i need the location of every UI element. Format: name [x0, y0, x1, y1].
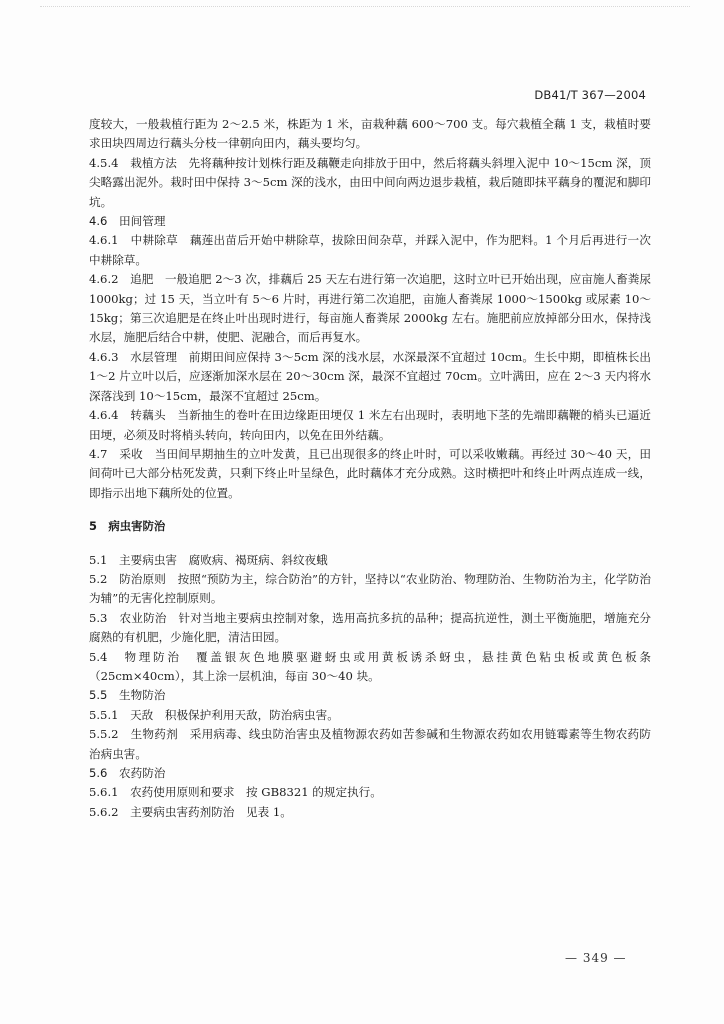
paragraph-5-1: 5.1 主要病虫害 腐败病、褐斑病、斜纹夜蛾: [89, 552, 328, 567]
paragraph-5-3: 5.3 农业防治 针对当地主要病虫控制对象，选用高抗多抗的品种；提高抗逆性，测土平衡施肥，增施充分腐熟的有机肥，少施化肥，清洁田园。: [89, 610, 651, 645]
section-heading-5: 5 病虫害防治: [89, 519, 166, 534]
document-code: DB41/T 367—2004: [534, 88, 646, 102]
paragraph-continuation: 度较大，一般栽植行距为 2～2.5 米，株距为 1 米，亩栽种藕 600～700 支。每穴栽植全藕 1 支，栽植时要求田块四周边行藕头分枝一律朝向田内，藕头要均匀。: [89, 117, 651, 151]
paragraph-5-5-2: 5.5.2 生物药剂 采用病毒、线虫防治害虫及植物源农药如苦参碱和生物源农药如农用链霉素等生物农药防治病虫害。: [89, 727, 651, 761]
page-number: — 349 —: [565, 951, 627, 965]
paragraph-4-6-4: 4.6.4 转藕头 当新抽生的卷叶在田边缘距田埂仅 1 米左右出现时，表明地下茎的先端即藕鞭的梢头已逼近田埂，必须及时将梢头转向，转向田内，以免在田外结藕。: [89, 408, 651, 442]
paragraph-5-2: 5.2 防治原则 按照“预防为主，综合防治”的方针，坚持以“农业防治、物理防治、生物防治为主，化学防治为辅”的无害化控制原则。: [89, 571, 651, 606]
heading-4-6: 4.6 田间管理: [89, 214, 166, 229]
paragraph-5-6-1: 5.6.1 农药使用原则和要求 按 GB8321 的规定执行。: [89, 785, 382, 800]
paragraph-4-6-3: 4.6.3 水层管理 前期田间应保持 3～5cm 深的浅水层，水深最深不宜超过 10cm。生长中期，即植株长出 1～2 片立叶以后，应逐渐加深水层在 20～30cm 深，最深不宜超过 70cm。立叶满田，应在 2～3 天内将水深落浅到 10～15cm，最深不宜超过 25cm。: [89, 349, 651, 403]
paragraph-4-5-4: 4.5.4 栽植方法 先将藕种按计划株行距及藕鞭走向排放于田中，然后将藕头斜埋入泥中 10～15cm 深，顶尖略露出泥外。栽时田中保持 3～5cm 深的浅水，由田中间向两边退步栽植，栽后随即抹平藕身的覆泥和脚印坑。: [89, 155, 651, 209]
heading-5-6: 5.6 农药防治: [89, 766, 166, 780]
paragraph-4-6-1: 4.6.1 中耕除草 藕莲出苗后开始中耕除草，拔除田间杂草，并踩入泥中，作为肥料。1 个月后再进行一次中耕除草。: [89, 233, 651, 267]
paragraph-4-6-2: 4.6.2 追肥 一般追肥 2～3 次，排藕后 25 天左右进行第一次追肥，这时立叶已开始出现，应亩施人畜粪尿 1000kg；过 15 天，当立叶有 5～6 片时，再进行第二次追肥，亩施人畜粪尿 1000～1500kg 或尿素 10～15kg；第三次追肥是在终止叶出现时进行，每亩施人畜粪尿 2000kg 左右。施肥前应放掉部分田水，保持浅水层，施肥后结合中耕，使肥、泥融合，而后再复水。: [89, 272, 651, 345]
heading-5-5: 5.5 生物防治: [89, 688, 166, 703]
paragraph-5-5-1: 5.5.1 天敌 积极保护利用天敌，防治病虫害。: [89, 707, 339, 722]
scan-artifact-line: [40, 6, 690, 11]
paragraph-5-6-2: 5.6.2 主要病虫害药剂防治 见表 1。: [89, 804, 292, 819]
document-body: [89, 115, 651, 822]
paragraph-5-4: 5.4 物理防治 覆盖银灰色地膜驱避蚜虫或用黄板诱杀蚜虫，悬挂黄色粘虫板或黄色板条（25cm×40cm），其上涂一层机油，每亩 30～40 块。: [89, 649, 651, 683]
paragraph-4-7: 4.7 采收 当田间早期抽生的立叶发黄，且已出现很多的终止叶时，可以采收嫩藕。再经过 30～40 天，田间荷叶已大部分枯死发黄，只剩下终止叶呈绿色，此时藕体才充分成熟。这时横把叶和终止叶两点连成一线，即指示出地下藕所处的位置。: [89, 446, 651, 500]
